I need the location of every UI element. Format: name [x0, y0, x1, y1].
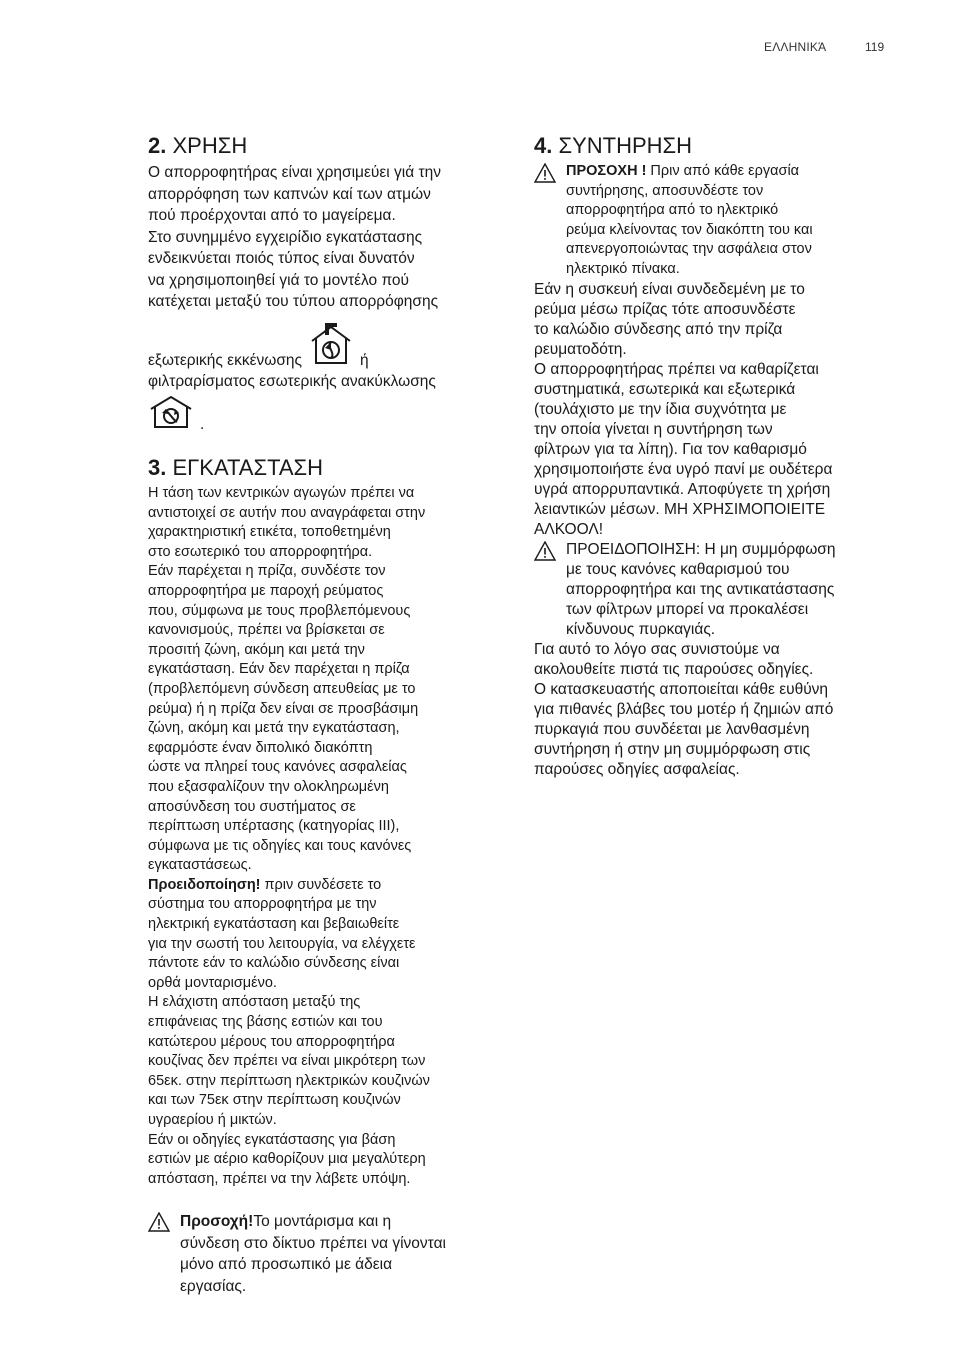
paragraph-line: συστηματικά, εσωτερικά και εξωτερικά — [534, 380, 796, 398]
caution-line: ηλεκτρικό πίνακα. — [566, 260, 680, 277]
paragraph-line: αποσύνδεση του συστήματος σε — [148, 798, 356, 815]
paragraph-line: . — [200, 415, 205, 433]
paragraph-line: απόσταση, πρέπει να την λάβετε υπόψη. — [148, 1170, 411, 1187]
paragraph-line: πού προέρχονται από το μαγείρεμα. — [148, 207, 396, 224]
section-title: ΕΓΚΑΤΑΣΤΑΣΗ — [172, 455, 324, 480]
section-heading-installation — [148, 455, 508, 481]
caution-line: σύνδεση στο δίκτυο πρέπει να γίνονται — [180, 1234, 446, 1252]
paragraph-line: Η τάση των κεντρικών αγωγών πρέπει να — [148, 485, 415, 501]
caution-line: μόνο από προσωπικό με άδεια — [180, 1256, 393, 1274]
ducted-extraction-icon — [308, 323, 354, 372]
paragraph-line: απορροφητήρα με παροχή ρεύματος — [148, 582, 384, 599]
warning-line — [148, 876, 508, 896]
paragraph-line: ώστε να πληρεί τους κανόνες ασφαλείας — [148, 759, 407, 776]
paragraph-line: ρεύμα μέσω πρίζας τότε αποσυνδέστε — [534, 300, 796, 318]
paragraph-line: (προβλεπόμενη σύνδεση απευθείας με το — [148, 680, 416, 697]
paragraph-line: ΑΛΚΟΟΛ! — [534, 520, 604, 538]
paragraph-line: ρευματοδότη. — [534, 340, 627, 358]
paragraph-line: που, σύμφωνα με τους προβλεπόμενους — [148, 602, 411, 619]
caution-box-installation — [148, 1211, 508, 1297]
paragraph-line: να χρησιμοποιηθεί γιά το μοντέλο πού — [148, 271, 410, 289]
paragraph-line: χαρακτηριστική ετικέτα, τοποθετημένη — [148, 524, 391, 541]
paragraph-line: Εάν η συσκευή είναι συνδεδεμένη με το — [534, 280, 805, 298]
paragraph-line: φιλτραρίσματος εσωτερικής ανακύκλωσης — [148, 373, 436, 390]
warning-line: με τους κανόνες καθαρισμού του — [566, 560, 790, 578]
caution-label: Προσοχή! — [180, 1213, 254, 1231]
paragraph-line: εγκαταστάσεως. — [148, 857, 252, 874]
caution-text: Το μοντάρισμα και η — [253, 1213, 392, 1231]
section-installation — [148, 455, 508, 1297]
warning-line: απορροφητήρα και της αντικατάστασης — [566, 580, 835, 598]
paragraph-line: επιφάνειας της βάσης εστιών και του — [148, 1014, 383, 1031]
right-column — [534, 133, 894, 780]
paragraph-line: χρησιμοποιήστε ένα υγρό πανί με ουδέτερα — [534, 460, 833, 478]
caution-line: απορροφητήρα από το ηλεκτρικό — [566, 202, 779, 219]
exhaust-line — [148, 323, 508, 372]
caution-line — [566, 162, 894, 182]
paragraph-line: για την σωστή του λειτουργία, να ελέγχετε — [148, 935, 416, 952]
paragraph-line: Ο απορροφητήρας πρέπει να καθαρίζεται — [534, 360, 819, 378]
language-label: ΕΛΛΗΝΙΚΆ — [764, 40, 827, 54]
paragraph-line: προσιτή ζώνη, ακόμη και μετά την — [148, 641, 365, 658]
paragraph-line: για πιθανές βλάβες του μοτέρ ή ζημιών από — [534, 700, 834, 718]
recirculation-icon — [148, 395, 194, 436]
left-column — [148, 133, 508, 1297]
caution-line — [180, 1211, 508, 1233]
section-number: 2. — [148, 133, 167, 158]
paragraph-line: φίλτρων για τα λίπη). Για τον καθαρισμό — [534, 440, 807, 458]
paragraph-line: απορρόφηση των καπνών καί των ατμών — [148, 185, 431, 203]
paragraph-line: Η ελάχιστη απόσταση μεταξύ της — [148, 994, 361, 1011]
paragraph-line: υγρά απορρυπαντικά. Αποφύγετε τη χρήση — [534, 480, 831, 498]
paragraph-line: ορθά μονταρισμένο. — [148, 974, 277, 991]
paragraph-line: που εξασφαλίζουν την ολοκληρωμένη — [148, 778, 389, 795]
paragraph-line: Για αυτό το λόγο σας συνιστούμε να — [534, 640, 780, 658]
paragraph-line: στο εσωτερικό του απορροφητήρα. — [148, 543, 373, 560]
warning-line: των φίλτρων μπορεί να προκαλέσει — [566, 600, 809, 618]
section-number: 3. — [148, 455, 167, 480]
section-usage — [148, 133, 508, 435]
paragraph-line: Εάν οι οδηγίες εγκατάστασης για βάση — [148, 1131, 396, 1148]
recirculation-line — [148, 395, 508, 436]
caution-line: ρεύμα κλείνοντας τον διακόπτη του και — [566, 221, 813, 238]
paragraph-line: εγκατάσταση. Εάν δεν παρέχεται η πρίζα — [148, 661, 410, 678]
section-title: ΧΡΗΣΗ — [172, 133, 248, 158]
paragraph-line: 65εκ. στην περίπτωση ηλεκτρικών κουζινών — [148, 1072, 430, 1089]
section-title: ΣΥΝΤΗΡΗΣΗ — [558, 133, 693, 158]
paragraph-line: ρεύμα) ή η πρίζα δεν είναι σε προσβάσιμη — [148, 700, 419, 717]
paragraph-line: και των 75εκ στην περίπτωση κουζινών — [148, 1092, 401, 1109]
paragraph-line: κατέχεται μεταξύ του τύπου απορρόφησης — [148, 293, 439, 310]
paragraph-line: Εάν παρέχεται η πρίζα, συνδέστε τον — [148, 563, 386, 580]
paragraph-line: λειαντικών μέσων. ΜΗ ΧΡΗΣΙΜΟΠΟΙΕΙΤΕ — [534, 500, 826, 518]
paragraph-line: Ο απορροφητήρας είναι χρησιμεύει γιά την — [148, 164, 441, 181]
paragraph-line: ενδεικνύεται ποιός τύπος είναι δυνατόν — [148, 250, 415, 267]
paragraph-line: σύμφωνα με τις οδηγίες και τους κανόνες — [148, 837, 412, 854]
paragraph-line: εξωτερικής εκκένωσης — [148, 351, 303, 369]
paragraph-line: κουζίνας δεν πρέπει να είναι μικρότερη των — [148, 1053, 426, 1070]
paragraph-line: κατώτερου μέρους του απορροφητήρα — [148, 1033, 395, 1050]
paragraph-line: εφαρμόστε έναν διπολικό διακόπτη — [148, 739, 373, 756]
page-number: 119 — [865, 40, 885, 54]
paragraph-line: παρούσες οδηγίες ασφαλείας. — [534, 760, 740, 778]
section-maintenance — [534, 133, 894, 780]
caution-box-maintenance — [534, 162, 894, 280]
paragraph-line: ακολουθείτε πιστά τις παρούσες οδηγίες. — [534, 660, 814, 678]
paragraph-line: υγραερίου ή μικτών. — [148, 1112, 277, 1128]
paragraph-line: σύστημα του απορροφητήρα με την — [148, 896, 377, 913]
section-heading-usage — [148, 133, 508, 159]
caution-label: ΠΡΟΣΟΧΗ ! — [566, 163, 647, 179]
paragraph-line: περίπτωση υπέρτασης (κατηγορίας III), — [148, 818, 400, 835]
paragraph-line: ή — [360, 351, 369, 369]
paragraph-line: (τουλάχιστο με την ίδια συχνότητα με — [534, 400, 787, 418]
warning-triangle-icon — [534, 163, 556, 190]
warning-triangle-icon — [148, 1212, 170, 1239]
paragraph-line: την οποία γίνεται η συντήρηση των — [534, 420, 773, 438]
warning-line: κίνδυνους πυρκαγιάς. — [566, 620, 716, 638]
caution-line: συντήρησης, αποσυνδέστε τον — [566, 182, 764, 199]
paragraph-line: Ο κατασκευαστής αποποιείται κάθε ευθύνη — [534, 680, 829, 698]
paragraph-line: ζώνη, ακόμη και μετά την εγκατάσταση, — [148, 720, 400, 737]
paragraph-line: συντήρηση ή στην μη συμμόρφωση στις — [534, 740, 811, 758]
paragraph-line: πάντοτε εάν το καλώδιο σύνδεσης είναι — [148, 955, 400, 972]
caution-line: απενεργοποιώντας την ασφάλεια στον — [566, 241, 812, 258]
warning-triangle-icon — [534, 541, 556, 567]
paragraph-line: αντιστοιχεί σε αυτήν που αναγράφεται στην — [148, 504, 426, 521]
caution-line: εργασίας. — [180, 1277, 247, 1295]
paragraph-line: Στο συνημμένο εγχειρίδιο εγκατάστασης — [148, 228, 423, 246]
paragraph-line: πυρκαγιά που συνδέεται με λανθασμένη — [534, 720, 810, 738]
warning-line: ΠΡΟΕΙΔΟΠΟΙΗΣΗ: Η μη συμμόρφωση — [566, 540, 836, 558]
warning-text: πριν συνδέσετε το — [260, 876, 382, 893]
section-number: 4. — [534, 133, 553, 158]
section-heading-maintenance — [534, 133, 894, 159]
warning-box-maintenance — [534, 540, 894, 640]
paragraph-line: εστιών με αέριο καθορίζουν μια μεγαλύτερη — [148, 1151, 426, 1168]
caution-text: Πριν από κάθε εργασία — [646, 163, 800, 179]
warning-label: Προειδοποίηση! — [148, 876, 261, 893]
paragraph-line: κανονισμούς, πρέπει να βρίσκεται σε — [148, 622, 385, 639]
paragraph-line: το καλώδιο σύνδεσης από την πρίζα — [534, 320, 783, 338]
paragraph-line: ηλεκτρική εγκατάσταση και βεβαιωθείτε — [148, 916, 400, 933]
